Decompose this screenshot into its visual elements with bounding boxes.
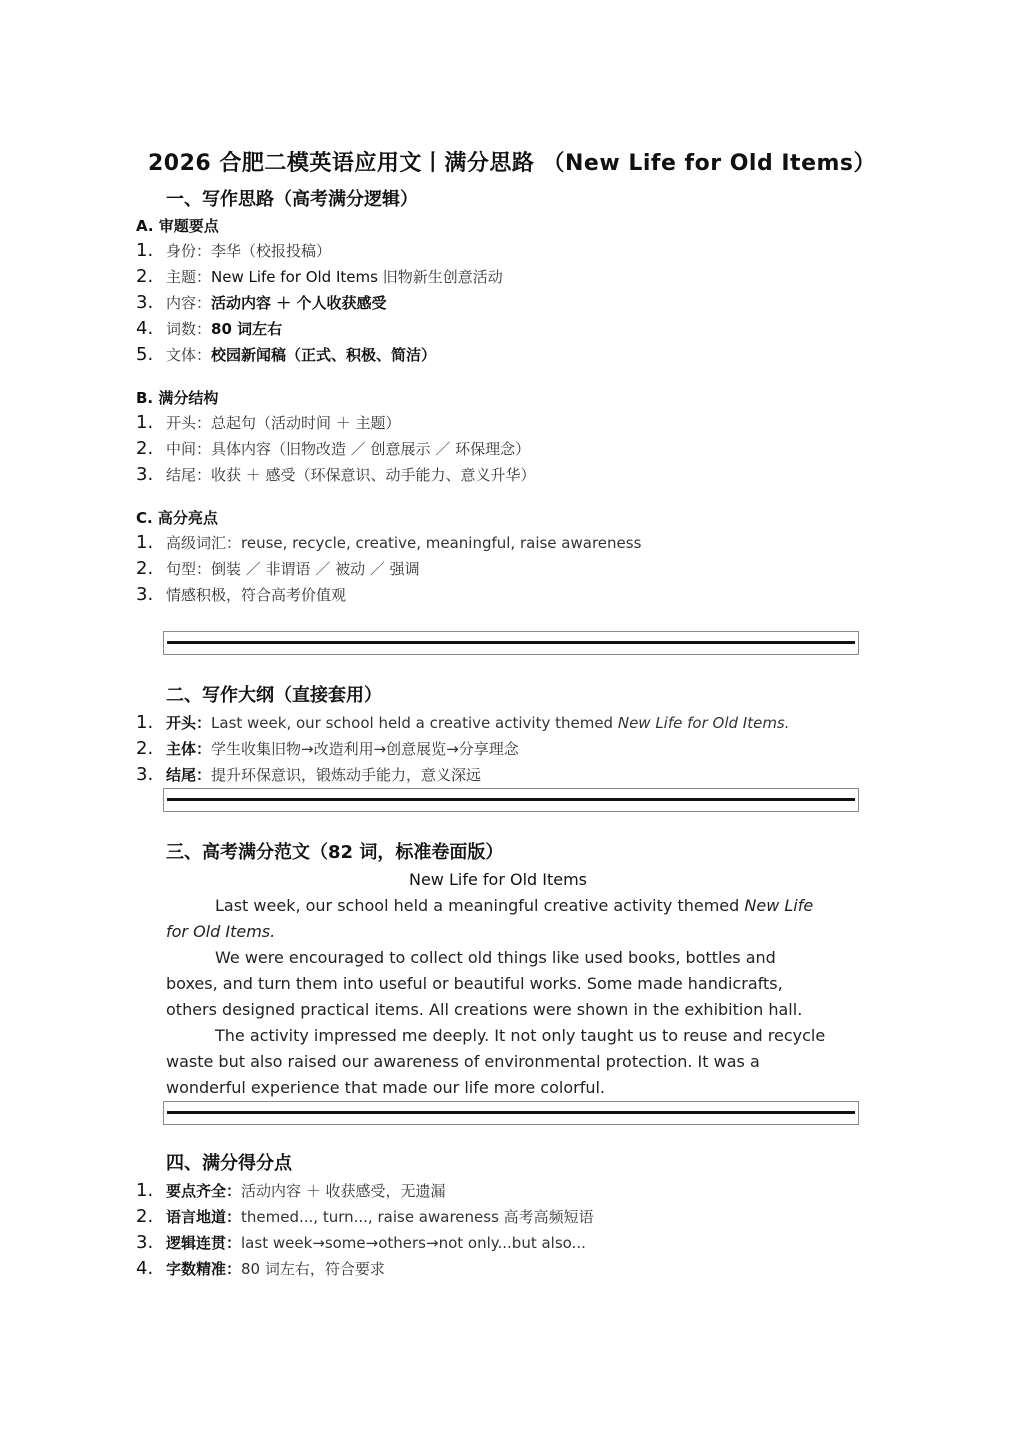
list-item — [136, 342, 866, 368]
essay-paragraph: The activity impressed me deeply. It not only taught us to reuse and recycle waste but also raised our awareness of environmental protection. It was a wonderful experience that made our life more colorful. — [166, 1026, 826, 1097]
item-value: 80 词左右，符合要求 — [241, 1260, 385, 1278]
section-model-essay — [136, 839, 866, 1101]
item-number: 1. — [136, 1180, 154, 1201]
section-heading: 二、写作大纲（直接套用） — [166, 685, 382, 706]
section-heading: 一、写作思路（高考满分逻辑） — [166, 189, 418, 210]
list-item — [136, 264, 866, 290]
item-value: 情感积极，符合高考价值观 — [166, 586, 347, 604]
item-value: 倒装 ／ 非谓语 ／ 被动 ／ 强调 — [211, 560, 420, 578]
item-label: 开头： — [166, 714, 212, 732]
list-item — [136, 1178, 866, 1204]
item-label: 内容： — [166, 294, 212, 312]
item-label: 句型： — [166, 560, 212, 578]
item-number: 2. — [136, 438, 154, 459]
list-item — [136, 410, 866, 436]
highlights-list — [136, 530, 866, 608]
item-label: 主体： — [166, 740, 212, 758]
scoring-list — [136, 1178, 866, 1282]
item-value: 总起句（活动时间 ＋ 主题） — [211, 414, 401, 432]
item-number: 1. — [136, 412, 154, 433]
list-item — [136, 1230, 866, 1256]
list-item — [136, 736, 866, 762]
item-number: 2. — [136, 558, 154, 579]
item-number: 2. — [136, 738, 154, 759]
item-value: 收获 ＋ 感受（环保意识、动手能力、意义升华） — [211, 466, 536, 484]
item-number: 1. — [136, 532, 154, 553]
subheading-highlights: C. 高分亮点 — [136, 509, 218, 527]
item-value-emphasis: 80 词左右 — [211, 320, 283, 338]
item-value: last week→some→others→not only...but also... — [241, 1234, 586, 1252]
item-number: 1. — [136, 240, 154, 261]
list-item — [136, 762, 866, 788]
item-value-italic: New Life for Old Items. — [617, 714, 790, 732]
item-value-emphasis: 活动内容 ＋ 个人收获感受 — [211, 294, 387, 312]
outline-list — [136, 710, 866, 788]
item-number: 2. — [136, 266, 154, 287]
section-divider — [163, 1101, 859, 1125]
item-number: 5. — [136, 344, 154, 365]
essay-title: New Life for Old Items — [408, 870, 588, 889]
list-item — [136, 316, 866, 342]
item-number: 1. — [136, 712, 154, 733]
list-item — [136, 582, 866, 608]
item-number: 3. — [136, 1232, 154, 1253]
item-value: 具体内容（旧物改造 ／ 创意展示 ／ 环保理念） — [211, 440, 531, 458]
essay-paragraph — [166, 893, 830, 945]
essay-text-italic: New Life for Old Items. — [166, 896, 814, 941]
essay-text: Last week, our school held a meaningful creative activity themed — [215, 896, 745, 915]
item-label: 结尾： — [166, 466, 212, 484]
item-value-emphasis: 校园新闻稿（正式、积极、简洁） — [211, 346, 437, 364]
item-label: 结尾： — [166, 766, 212, 784]
item-number: 3. — [136, 764, 154, 785]
structure-list — [136, 410, 866, 488]
item-value: 活动内容 ＋ 收获感受，无遗漏 — [241, 1182, 446, 1200]
item-number: 3. — [136, 464, 154, 485]
item-value: 李华（校报投稿） — [211, 242, 332, 260]
section-divider — [163, 631, 859, 655]
item-value: themed..., turn..., raise awareness 高考高频短语 — [241, 1208, 594, 1226]
section-heading: 四、满分得分点 — [166, 1153, 292, 1174]
item-label: 身份： — [166, 242, 212, 260]
essay-paragraph: We were encouraged to collect old things like used books, bottles and boxes, and turn them into useful or beautiful works. Some made handicrafts, others designed practical items. All creations were shown in the exhibition hall. — [166, 948, 803, 1019]
item-label: 中间： — [166, 440, 212, 458]
item-value-emphasis: New Life for Old Items — [211, 268, 378, 286]
subheading-exam-points: A. 审题要点 — [136, 217, 219, 235]
list-item — [136, 530, 866, 556]
item-label: 开头： — [166, 414, 212, 432]
list-item — [136, 556, 866, 582]
section-scoring-points — [136, 1150, 866, 1282]
page-title: 2026 合肥二模英语应用文丨满分思路 （New Life for Old Items） — [147, 151, 877, 176]
list-item — [136, 290, 866, 316]
section-heading: 三、高考满分范文（82 词，标准卷面版） — [166, 842, 504, 863]
item-number: 4. — [136, 318, 154, 339]
subheading-structure: B. 满分结构 — [136, 389, 219, 407]
item-number: 4. — [136, 1258, 154, 1279]
list-item — [136, 462, 866, 488]
list-item — [136, 1256, 866, 1282]
list-item — [136, 436, 866, 462]
item-value: 提升环保意识，锻炼动手能力，意义深远 — [211, 766, 482, 784]
list-item — [136, 710, 866, 736]
list-item — [136, 238, 866, 264]
exam-points-list — [136, 238, 866, 368]
item-label: 字数精准： — [166, 1260, 242, 1278]
item-label: 要点齐全： — [166, 1182, 242, 1200]
item-label: 高级词汇： — [166, 534, 242, 552]
item-label: 语言地道： — [166, 1208, 242, 1226]
item-number: 3. — [136, 584, 154, 605]
item-number: 2. — [136, 1206, 154, 1227]
item-value: 旧物新生创意活动 — [377, 268, 503, 286]
item-label: 词数： — [166, 320, 212, 338]
item-label: 主题： — [166, 268, 212, 286]
section-outline — [136, 682, 866, 788]
item-value: reuse, recycle, creative, meaningful, raise awareness — [241, 534, 642, 552]
section-writing-approach — [136, 186, 866, 608]
item-number: 3. — [136, 292, 154, 313]
section-divider — [163, 788, 859, 812]
list-item — [136, 1204, 866, 1230]
item-value: 学生收集旧物→改造利用→创意展览→分享理念 — [211, 740, 519, 758]
item-label: 文体： — [166, 346, 212, 364]
item-label: 逻辑连贯： — [166, 1234, 242, 1252]
item-value: Last week, our school held a creative activity themed — [211, 714, 618, 732]
